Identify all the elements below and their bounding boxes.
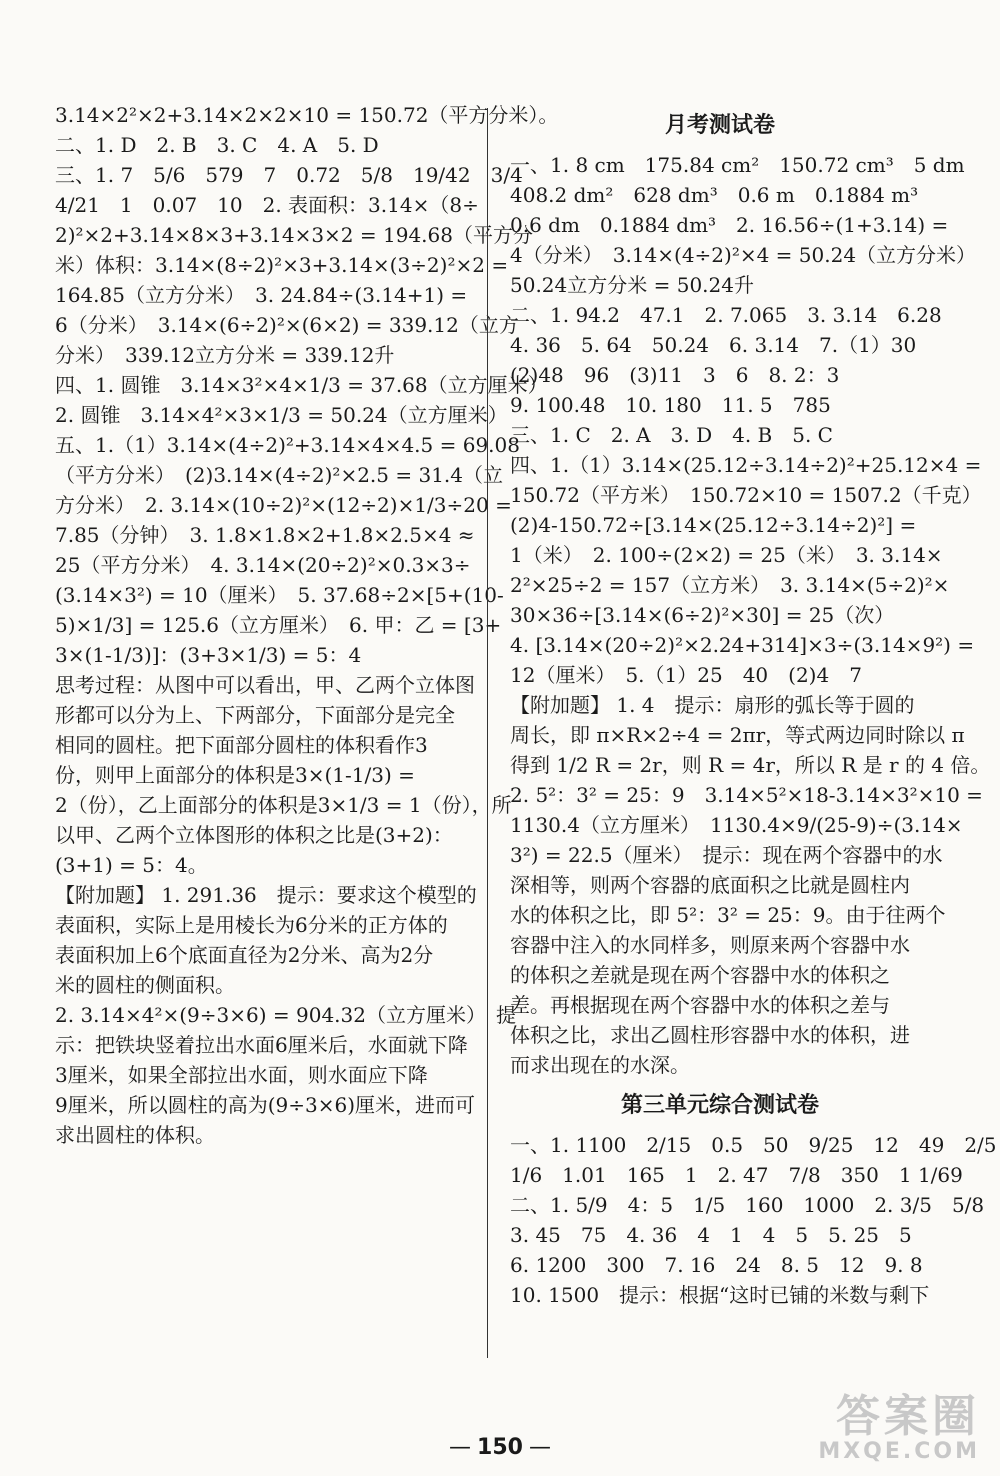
answer-line: 的体积之差就是现在两个容器中水的体积之 <box>510 963 890 987</box>
answer-line: 以甲、乙两个立体图形的体积之比是(3+2)： <box>55 823 453 847</box>
column-divider <box>487 108 488 1358</box>
answer-line: 米）体积：3.14×(8÷2)²×3+3.14×(3÷2)²×2 = <box>55 253 509 277</box>
section-title-monthly-test: 月考测试卷 <box>664 113 775 138</box>
answer-line: 1130.4（立方厘米） 1130.4×9/(25-9)÷(3.14× <box>510 813 963 837</box>
watermark-logo <box>760 1391 980 1464</box>
answer-line: 1（米） 2. 100÷(2×2) = 25（米） 3. 3.14× <box>510 543 943 567</box>
answer-line: 2)²×2+3.14×8×3+3.14×3×2 = 194.68（平方分 <box>55 223 533 247</box>
answer-line: 25（平方分米） 4. 3.14×(20÷2)²×0.3×3÷ <box>55 553 471 577</box>
answer-line: 2. 5²：3² = 25：9 3.14×5²×18-3.14×3²×10 = <box>510 783 983 807</box>
answer-line: (3.14×3²) = 10（厘米） 5. 37.68÷2×[5+(10- <box>55 583 504 607</box>
answer-line: 1/6 1.01 165 1 2. 47 7/8 350 1 1/69 <box>510 1163 963 1187</box>
left-column <box>55 100 559 1150</box>
answer-line: 7.85（分钟） 3. 1.8×1.8×2+1.8×2.5×4 ≈ <box>55 523 475 547</box>
answer-line: 30×36÷[3.14×(6÷2)²×30] = 25（次） <box>510 603 895 627</box>
answer-line: 2（份），乙上面部分的体积是3×1/3 = 1（份），所 <box>55 793 512 817</box>
answer-line: 表面积，实际上是用棱长为6分米的正方体的 <box>55 913 448 937</box>
answer-line: 三、1. C 2. A 3. D 4. B 5. C <box>510 423 833 447</box>
answer-line: 二、1. 94.2 47.1 2. 7.065 3. 3.14 6.28 <box>510 303 942 327</box>
answer-line: 四、1. 圆锥 3.14×3²×4×1/3 = 37.68（立方厘米） <box>55 373 548 397</box>
answer-line: (3+1) = 5：4。 <box>55 853 208 877</box>
answer-line: 差。再根据现在两个容器中水的体积之差与 <box>510 993 890 1017</box>
answer-line: 米的圆柱的侧面积。 <box>55 973 235 997</box>
answer-line: 体积之比，求出乙圆柱形容器中水的体积，进 <box>510 1023 910 1047</box>
answer-line: 4. 36 5. 64 50.24 6. 3.14 7.（1）30 <box>510 333 917 357</box>
answer-line: 4（分米） 3.14×(4÷2)²×4 = 50.24（立方分米） <box>510 243 977 267</box>
answer-line: 3.14×2²×2+3.14×2×2×10 = 150.72（平方分米）。 <box>55 103 559 127</box>
answer-line: 3²) = 22.5（厘米） 提示：现在两个容器中的水 <box>510 843 943 867</box>
answer-line: 五、1.（1）3.14×(4÷2)²+3.14×4×4.5 = 69.08 <box>55 433 520 457</box>
answer-line: 分米） 339.12立方分米 = 339.12升 <box>55 343 395 367</box>
answer-line: (2)4-150.72÷[3.14×(25.12÷3.14÷2)²] = <box>510 513 917 537</box>
answer-line: 4/21 1 0.07 10 2. 表面积：3.14×（8÷ <box>55 193 479 217</box>
answer-line: 方分米） 2. 3.14×(10÷2)²×(12÷2)×1/3÷20 = <box>55 493 512 517</box>
answer-line: 6（分米） 3.14×(6÷2)²×(6×2) = 339.12（立方 <box>55 313 519 337</box>
answer-line: 得到 1/2 R = 2r，则 R = 4r，所以 R 是 r 的 4 倍。 <box>510 753 991 777</box>
answer-line: 周长，即 π×R×2÷4 = 2πr，等式两边同时除以 π <box>510 723 965 747</box>
answer-line: 3×(1-1/3)]：(3+3×1/3) = 5：4 <box>55 643 362 667</box>
answer-line: 份，则甲上面部分的体积是3×(1-1/3) = <box>55 763 415 787</box>
answer-line: 12（厘米） 5.（1）25 40 (2)4 7 <box>510 663 862 687</box>
answer-line: 水的体积之比，即 5²：3² = 25：9。由于往两个 <box>510 903 946 927</box>
watermark-bottom-text: MXQE.COM <box>818 1439 980 1464</box>
answer-line: 表面积加上6个底面直径为2分米、高为2分 <box>55 943 434 967</box>
answer-line: 求出圆柱的体积。 <box>55 1123 215 1147</box>
monthly-test-answers <box>510 150 991 1080</box>
answer-line: 10. 1500 提示：根据“这时已铺的米数与剩下 <box>510 1283 930 1307</box>
answer-line: （平方分米） (2)3.14×(4÷2)²×2.5 = 31.4（立 <box>55 463 504 487</box>
answer-line: 9厘米，所以圆柱的高为(9÷3×6)厘米，进而可 <box>55 1093 476 1117</box>
answer-line: 容器中注入的水同样多，则原来两个容器中水 <box>510 933 910 957</box>
answer-line: 一、1. 1100 2/15 0.5 50 9/25 12 49 2/5 <box>510 1133 997 1157</box>
answer-line: (2)48 96 (3)11 3 6 8. 2：3 <box>510 363 840 387</box>
answer-line: 3. 45 75 4. 36 4 1 4 5 5. 25 5 <box>510 1223 912 1247</box>
answer-line: 二、1. 5/9 4：5 1/5 160 1000 2. 3/5 5/8 <box>510 1193 985 1217</box>
answer-line: 4. [3.14×(20÷2)²×2.24+314]×3÷(3.14×9²) = <box>510 633 975 657</box>
answer-line: 二、1. D 2. B 3. C 4. A 5. D <box>55 133 379 157</box>
answer-line: 0.6 dm 0.1884 dm³ 2. 16.56÷(1+3.14) = <box>510 213 949 237</box>
answer-line: 而求出现在的水深。 <box>510 1053 690 1077</box>
answer-line: 164.85（立方分米） 3. 24.84÷(3.14+1) = <box>55 283 468 307</box>
watermark-top-text: 答案圈 <box>836 1391 980 1442</box>
right-column <box>510 100 997 1310</box>
answer-line: 相同的圆柱。把下面部分圆柱的体积看作3 <box>55 733 428 757</box>
answer-line: 形都可以分为上、下两部分，下面部分是完全 <box>55 703 455 727</box>
answer-line: 9. 100.48 10. 180 11. 5 785 <box>510 393 831 417</box>
answer-line: 思考过程：从图中可以看出，甲、乙两个立体图 <box>55 673 475 697</box>
answer-line: 2. 3.14×4²×(9÷3×6) = 904.32（立方厘米） 提 <box>55 1003 516 1027</box>
answer-line: 2. 圆锥 3.14×4²×3×1/3 = 50.24（立方厘米） <box>55 403 508 427</box>
answer-line: 【附加题】 1. 291.36 提示：要求这个模型的 <box>55 883 477 907</box>
unit-three-test-answers <box>510 1130 997 1310</box>
answer-line: 示：把铁块竖着拉出水面6厘米后，水面就下降 <box>55 1033 468 1057</box>
answer-line: 408.2 dm² 628 dm³ 0.6 m 0.1884 m³ <box>510 183 919 207</box>
answer-line: 2²×25÷2 = 157（立方米） 3. 3.14×(5÷2)²× <box>510 573 950 597</box>
section-title-unit-three-test: 第三单元综合测试卷 <box>620 1093 819 1118</box>
answer-line: 【附加题】 1. 4 提示：扇形的弧长等于圆的 <box>510 693 915 717</box>
answer-line: 6. 1200 300 7. 16 24 8. 5 12 9. 8 <box>510 1253 923 1277</box>
answer-line: 3厘米，如果全部拉出水面，则水面应下降 <box>55 1063 428 1087</box>
answer-line: 深相等，则两个容器的底面积之比就是圆柱内 <box>510 873 910 897</box>
answer-line: 50.24立方分米 = 50.24升 <box>510 273 754 297</box>
answer-line: 一、1. 8 cm 175.84 cm² 150.72 cm³ 5 dm <box>510 153 965 177</box>
answer-line: 四、1.（1）3.14×(25.12÷3.14÷2)²+25.12×4 = <box>510 453 982 477</box>
page-number: — 150 — <box>0 1435 1000 1460</box>
answer-line: 三、1. 7 5/6 579 7 0.72 5/8 19/42 3/4 <box>55 163 523 187</box>
answer-line: 5)×1/3] = 125.6（立方厘米） 6. 甲：乙 = [3+ <box>55 613 502 637</box>
answer-line: 150.72（平方米） 150.72×10 = 1507.2（千克） <box>510 483 982 507</box>
